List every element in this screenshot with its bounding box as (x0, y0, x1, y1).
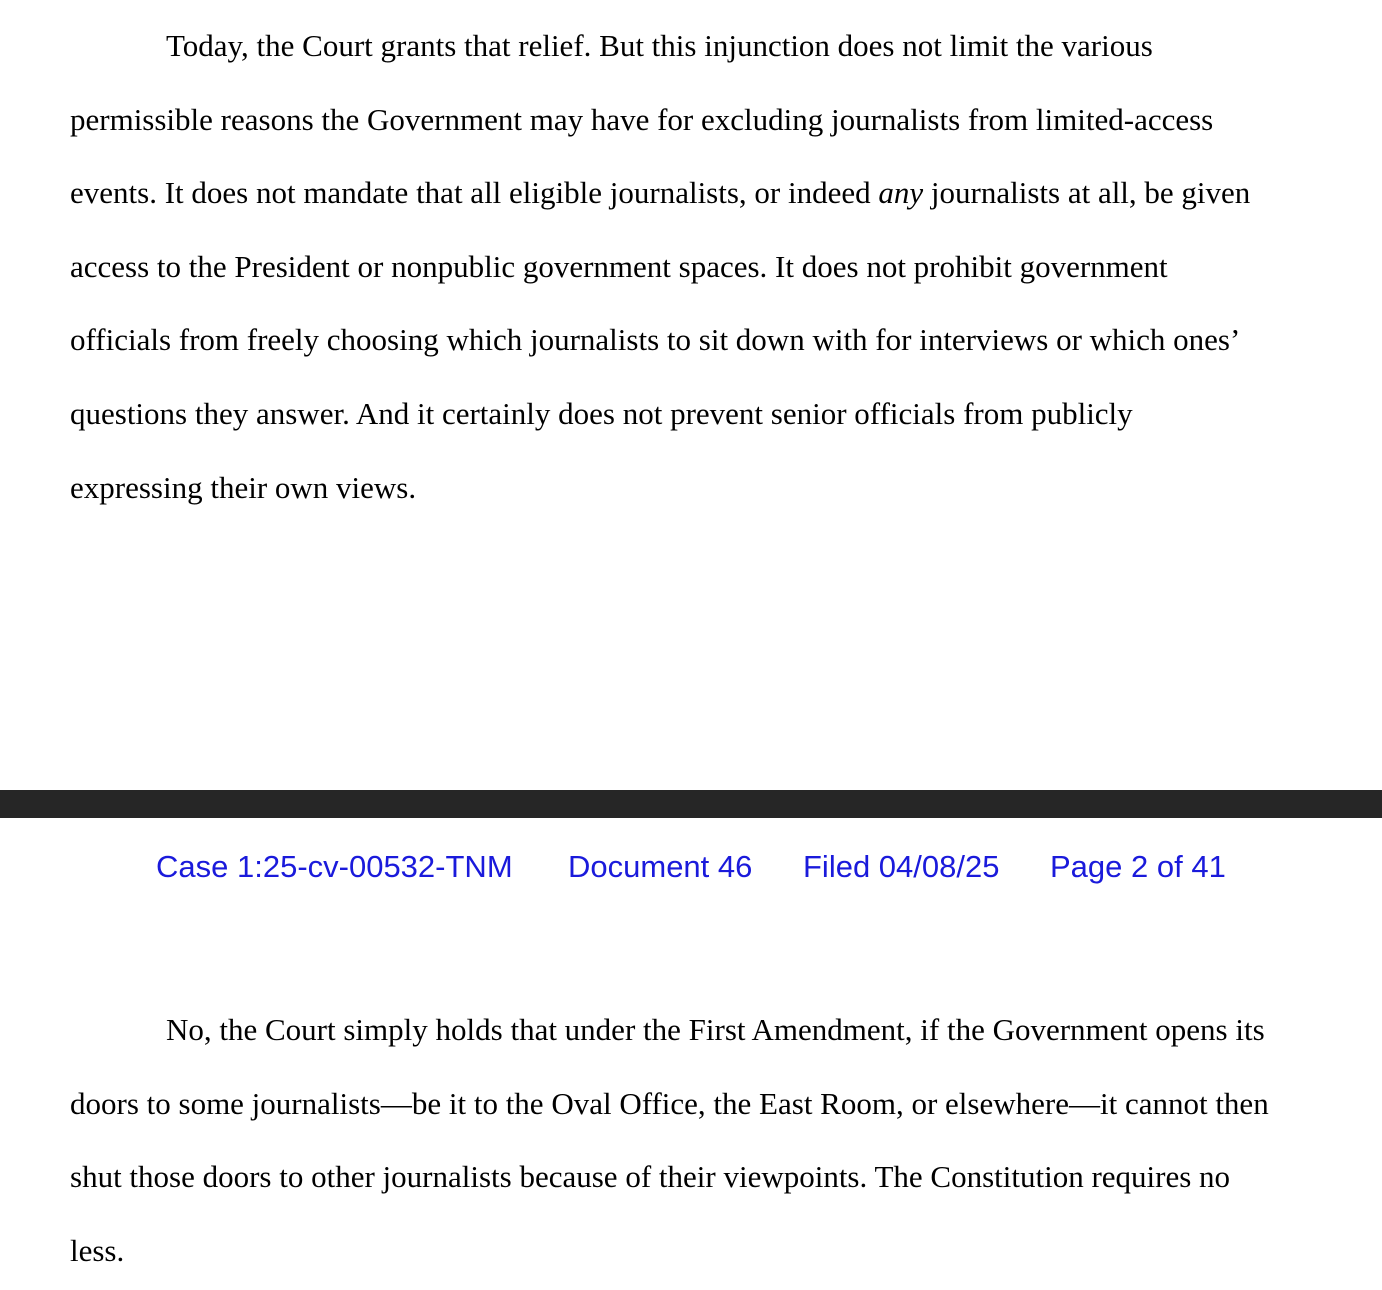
text-run: events. It does not mandate that all eligible journalists, or indeed (70, 175, 879, 210)
text-run: journalists at all, be given (923, 175, 1251, 210)
text-line: access to the President or nonpublic government spaces. It does not prohibit government (70, 249, 1168, 284)
text-line: less. (70, 1233, 125, 1268)
text-line: shut those doors to other journalists because of their viewpoints. The Constitution requires no (70, 1159, 1231, 1194)
case-number: Case 1:25-cv-00532-TNM (156, 849, 513, 884)
page-break-divider (0, 790, 1382, 818)
text-line: questions they answer. And it certainly does not prevent senior officials from publicly (70, 396, 1133, 431)
emphasis-any: any (878, 175, 924, 210)
document-number: Document 46 (568, 849, 753, 884)
text-line: permissible reasons the Government may have for excluding journalists from limited-access (70, 102, 1214, 137)
filed-date: Filed 04/08/25 (803, 849, 1000, 884)
text-line: No, the Court simply holds that under the First Amendment, if the Government opens its (166, 1012, 1265, 1047)
text-line: doors to some journalists—be it to the Oval Office, the East Room, or elsewhere—it cannot then (70, 1086, 1269, 1121)
text-line (70, 177, 1250, 208)
filing-header (0, 848, 1382, 888)
text-line: expressing their own views. (70, 470, 417, 505)
page-indicator: Page 2 of 41 (1050, 849, 1226, 884)
text-line: officials from freely choosing which journalists to sit down with for interviews or which ones’ (70, 322, 1241, 357)
text-line: Today, the Court grants that relief. But this injunction does not limit the various (166, 28, 1153, 63)
